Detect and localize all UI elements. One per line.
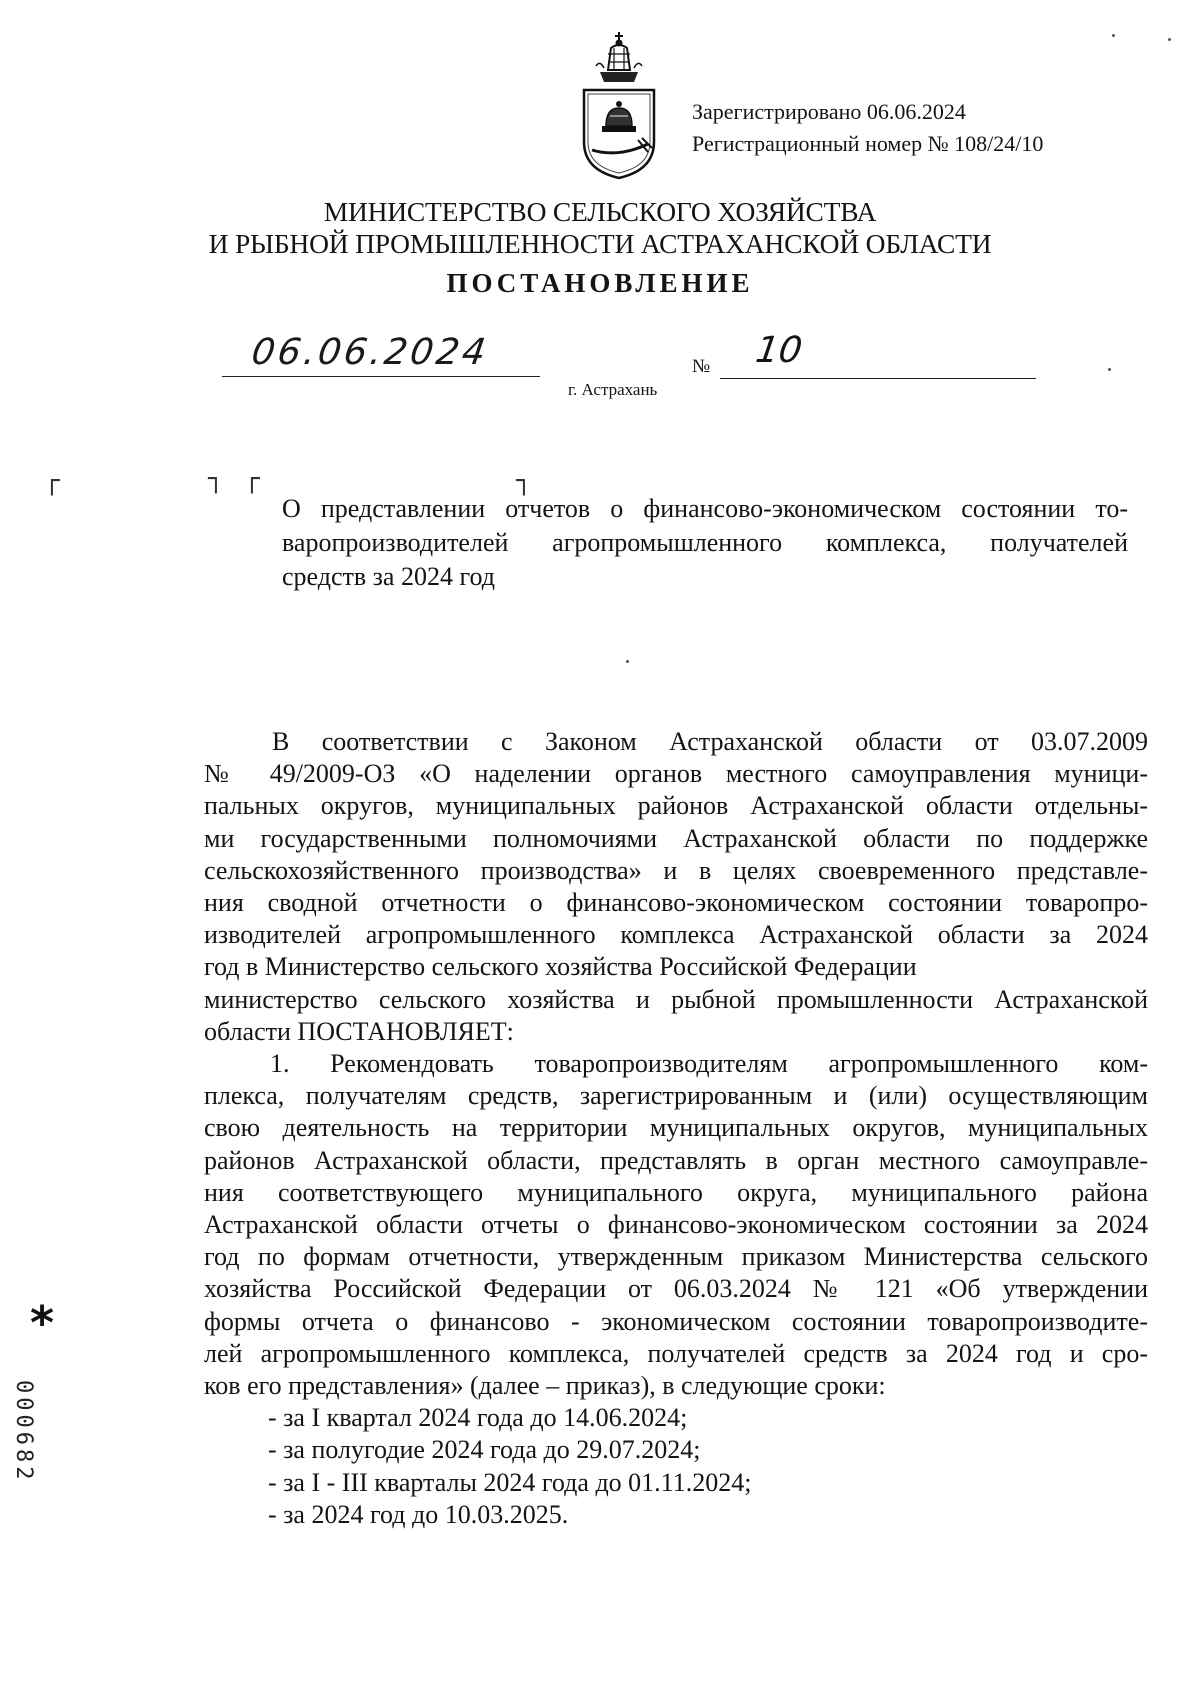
preamble-line: области ПОСТАНОВЛЯЕТ: [204, 1016, 514, 1046]
scan-speck [1108, 368, 1111, 371]
coat-of-arms-emblem [578, 30, 660, 180]
document-body [204, 726, 1148, 1531]
preamble-line: год в Министерство сельского хозяйства Российской Федерации [204, 952, 917, 982]
preamble-line: министерство сельского хозяйства и рыбной промышленности Астраханской [204, 984, 1148, 1014]
ministry-heading [150, 196, 1050, 260]
registration-stamp [692, 96, 1043, 160]
clause-line: районов Астраханской области, представлять в орган местного самоуправле- [204, 1145, 1148, 1175]
clause-line: хозяйства Российской Федерации от 06.03.2024 № 121 «Об утверждении [204, 1274, 1148, 1304]
clause-line: ков его представления» (далее – приказ), в следующие сроки: [204, 1371, 886, 1401]
title-line: варопроизводителей агропромышленного комплекса, получателей [282, 528, 1128, 557]
clause-line: плекса, получателям средств, зарегистрированным и (или) осуществляющим [204, 1081, 1148, 1111]
deadline-item: - за I квартал 2024 года до 14.06.2024; [268, 1403, 688, 1433]
corner-mark-left: ┌ [44, 466, 60, 496]
registration-date: Зарегистрировано 06.06.2024 [692, 99, 966, 124]
preamble-line: В соответствии с Законом Астраханской области от 03.07.2009 [272, 727, 1148, 756]
corner-mark-title-left-close: ┐ [208, 464, 224, 494]
scan-speck [1168, 38, 1171, 41]
margin-serial-number: 000682 [11, 1380, 36, 1484]
document-type: ПОСТАНОВЛЕНИЕ [446, 268, 754, 298]
corner-mark-title-left-open: ┌ [244, 464, 260, 494]
corner-mark-title-right: ┐ [516, 466, 532, 496]
clause-line: 1. Рекомендовать товаропроизводителям агропромышленного ком- [270, 1049, 1148, 1079]
deadline-item: - за I - III кварталы 2024 года до 01.11.2024; [268, 1467, 752, 1497]
scan-speck [1112, 34, 1115, 37]
title-line: средств за 2024 год [282, 562, 495, 591]
deadline-item: - за 2024 год до 10.03.2025. [268, 1499, 569, 1529]
preamble-line: № 49/2009-ОЗ «О наделении органов местного самоуправления муници- [204, 759, 1148, 789]
clause-line: год по формам отчетности, утвержденным приказом Министерства сельского [204, 1242, 1148, 1272]
preamble-line: ния сводной отчетности о финансово-экономическом состоянии товаропро- [204, 888, 1148, 918]
registration-number: Регистрационный номер № 108/24/10 [692, 131, 1044, 156]
city-label: г. Астрахань [568, 380, 658, 399]
preamble-line: изводителей агропромышленного комплекса Астраханской области за 2024 [204, 920, 1148, 950]
document-title [282, 492, 1128, 594]
clause-line: Астраханской области отчеты о финансово-экономическом состоянии за 2024 [204, 1210, 1148, 1240]
clause-line: лей агропромышленного комплекса, получателей средств за 2024 год и сро- [204, 1338, 1148, 1368]
scan-speck [626, 660, 629, 663]
margin-asterisk: * [30, 1296, 55, 1350]
ministry-line-2: И РЫБНОЙ ПРОМЫШЛЕННОСТИ АСТРАХАНСКОЙ ОБЛАСТИ [208, 228, 992, 259]
clause-line: свою деятельность на территории муниципальных округов, муниципальных [204, 1113, 1148, 1143]
deadline-item: - за полугодие 2024 года до 29.07.2024; [268, 1435, 701, 1465]
clause-line: формы отчета о финансово - экономическом состоянии товаропроизводите- [204, 1306, 1148, 1336]
number-label: № [692, 356, 711, 377]
title-line: О представлении отчетов о финансово-экономическом состоянии то- [282, 494, 1128, 523]
preamble-line: ми государственными полномочиями Астраханской области по поддержке [204, 823, 1148, 853]
preamble-line: пальных округов, муниципальных районов Астраханской области отдельны- [204, 791, 1148, 821]
clause-line: ния соответствующего муниципального округа, муниципального района [204, 1177, 1148, 1207]
handwritten-date: 06.06.2024 [249, 332, 492, 373]
preamble-line: сельскохозяйственного производства» и в целях своевременного представле- [204, 855, 1148, 885]
handwritten-number: 10 [753, 330, 805, 371]
ministry-line-1: МИНИСТЕРСТВО СЕЛЬСКОГО ХОЗЯЙСТВА [323, 196, 877, 227]
